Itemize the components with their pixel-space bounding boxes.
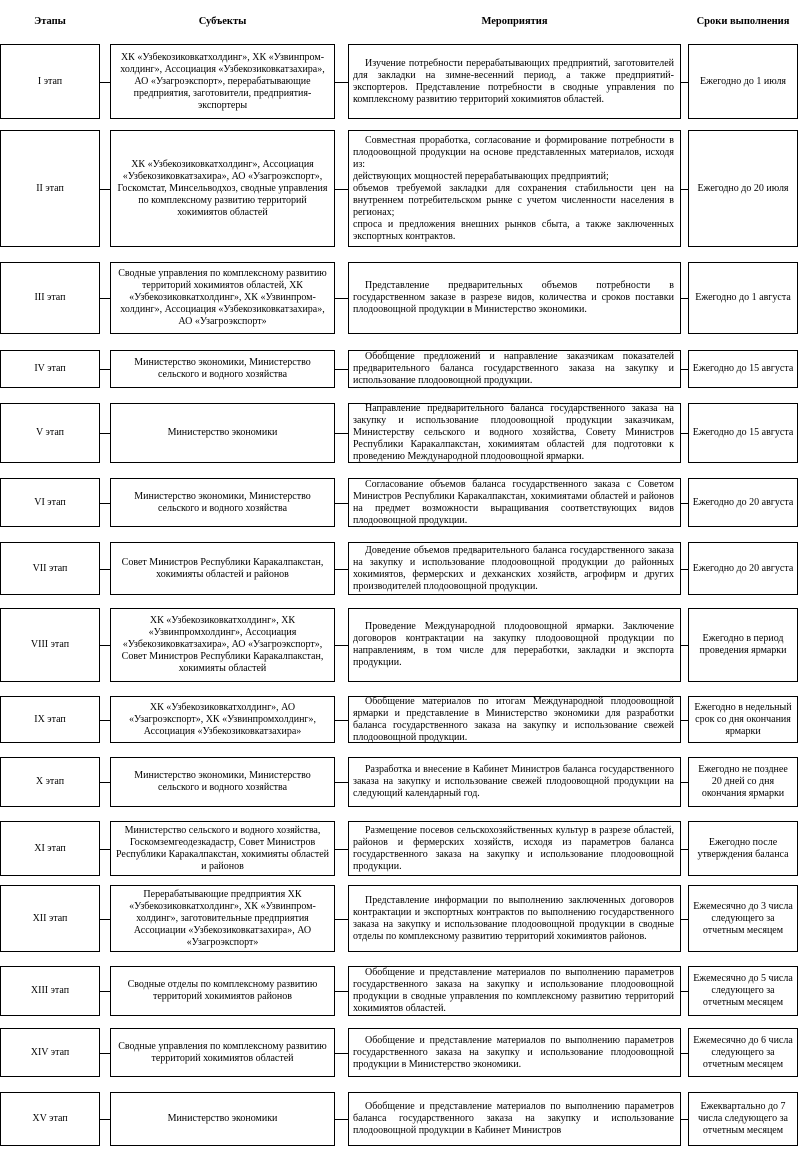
connector-line: [100, 1053, 110, 1054]
term-cell: [688, 44, 798, 119]
activity-cell-text: Разработка и внесение в Кабинет Министров баланса государственного заказа на закупку и использование свежей плодоовощной продукции на следующий календарный год.: [353, 764, 674, 799]
connector-line: [681, 503, 688, 504]
subjects-cell: [110, 966, 335, 1016]
activity-cell: [348, 130, 681, 247]
table-row: [0, 478, 802, 527]
table-row: [0, 608, 802, 682]
connector-line: [100, 919, 110, 920]
connector-line: [100, 569, 110, 570]
subjects-cell-text: ХК «Узбекозиковкатхолдинг», ХК «Узвинпромхолдинг», Ассоциация «Узбекозиковкатзахира», АО «Узагроэкспорт», Совет Министров Республики Каракалпакстан, хокимияты областей: [121, 615, 324, 674]
term-cell: [688, 696, 798, 743]
stage-cell: [0, 696, 100, 743]
subjects-cell: [110, 44, 335, 119]
stage-cell: [0, 821, 100, 876]
stage-cell: [0, 262, 100, 334]
connector-line: [681, 720, 688, 721]
connector-line: [681, 782, 688, 783]
stage-cell: [0, 608, 100, 682]
stage-cell-text: I этап: [37, 75, 63, 87]
table-row: [0, 262, 802, 334]
connector-line: [100, 503, 110, 504]
connector-line: [335, 569, 348, 570]
connector-line: [681, 991, 688, 992]
table-row: [0, 1028, 802, 1077]
subjects-cell: [110, 403, 335, 463]
table-row: [0, 542, 802, 595]
connector-line: [335, 645, 348, 646]
header-subjects: Субъекты: [198, 16, 247, 28]
subjects-cell: [110, 130, 335, 247]
connector-line: [100, 720, 110, 721]
stage-cell: [0, 1028, 100, 1077]
term-cell: [688, 403, 798, 463]
activity-cell: [348, 542, 681, 595]
term-cell-text: Ежегодно до 20 августа: [692, 496, 794, 508]
term-cell: [688, 757, 798, 807]
connector-line: [100, 1119, 110, 1120]
activity-cell-text: Направление предварительного баланса государственного заказа на закупку и использование плодоовощной продукции заказчикам, Министерству сельского и водного хозяйства, Совету Министров Республики Каракалпакстан, хокимиятам областей для подготовки к проведению Международной плодоовощной ярмарки.: [353, 403, 674, 462]
term-cell: [688, 350, 798, 388]
term-cell-text: Ежегодно в период проведения ярмарки: [699, 633, 787, 656]
term-cell: [688, 1092, 798, 1146]
activity-cell: [348, 262, 681, 334]
connector-line: [335, 298, 348, 299]
activity-cell-text: Представление информации по выполнению заключенных договоров контрактации и экспортных контрактов по выполнению государственного заказа на закупку и использование плодоовощной продукции в сводные отделы по комплексному развитию территорий хокимиятов районов.: [353, 894, 674, 942]
stage-cell: [0, 542, 100, 595]
connector-line: [100, 82, 110, 83]
stage-cell-text: III этап: [34, 292, 66, 303]
connector-line: [681, 82, 688, 83]
header-activities: Мероприятия: [481, 16, 548, 28]
table-row: [0, 885, 802, 952]
subjects-cell-text: Совет Министров Республики Каракалпакстан, хокимияты областей и районов: [121, 556, 324, 580]
subjects-cell-text: Министерство экономики, Министерство сельского и водного хозяйства: [134, 357, 311, 380]
subjects-cell-text: Министерство экономики, Министерство сельского и водного хозяйства: [134, 490, 311, 514]
term-cell: [688, 821, 798, 876]
activity-cell-text: Обобщение предложений и направление заказчикам показателей предварительного баланса государственного заказа на закупку и использование плодоовощной продукции.: [353, 351, 674, 386]
subjects-cell: [110, 821, 335, 876]
activity-cell-text: Размещение посевов сельскохозяйственных культур в разрезе областей, районов и фермерских хозяйств, исходя из параметров баланса государственного заказа на закупку и использование плодоовощной продукции.: [353, 824, 674, 872]
activity-cell-text: Обобщение материалов по итогам Международной плодоовощной ярмарки и представление в Министерство экономики для разработки баланса государственного заказа на закупку и использование свежей плодоовощной продукции.: [353, 695, 674, 743]
term-cell-text: Ежегодно до 20 августа: [692, 562, 794, 574]
activity-cell: [348, 403, 681, 463]
stage-cell-text: V этап: [36, 427, 64, 438]
connector-line: [681, 1053, 688, 1054]
connector-line: [335, 849, 348, 850]
subjects-cell-text: Сводные управления по комплексному развитию территорий хокимиятов областей, ХК «Узбекозиковкатхолдинг», ХК «Узвинпром-холдинг», Ассоциация «Узбекозиковкатзахира», АО «Узагроэкспорт»: [118, 268, 327, 327]
activity-cell-text: Совместная проработка, согласование и формирование потребности в плодоовощной продукции на основе представленных материалов, исходя из: действующих мощностей перерабатывающих предприятий; объемов требуемой закладки для сохранения стабильности цен на внутреннем потребительском рынке с учетом численности населения в регионах; спроса и предложения внешних рынков сбыта, а также заключенных экспортных контрактов.: [353, 134, 674, 242]
stage-cell: [0, 478, 100, 527]
activity-cell: [348, 1028, 681, 1077]
header-terms: Сроки выполнения: [696, 16, 790, 28]
activity-cell: [348, 696, 681, 743]
connector-line: [335, 82, 348, 83]
table-row: [0, 350, 802, 388]
term-cell: [688, 885, 798, 952]
subjects-cell: [110, 1028, 335, 1077]
connector-line: [335, 720, 348, 721]
subjects-cell-text: Министерство экономики: [167, 1113, 278, 1124]
activity-cell: [348, 478, 681, 527]
activity-cell: [348, 821, 681, 876]
stage-cell-text: VII этап: [32, 562, 68, 574]
connector-line: [100, 189, 110, 190]
activity-cell-text: Обобщение и представление материалов по выполнению параметров государственного заказа на закупку и использование плодоовощной продукции в Министерство экономики.: [353, 1034, 674, 1070]
term-cell-text: Ежегодно до 15 августа: [692, 427, 794, 438]
table-row: [0, 821, 802, 876]
table-row: [0, 403, 802, 463]
activity-cell-text: Изучение потребности перерабатывающих предприятий, заготовителей для закладки на зимне-весенний период, а также предприятий-экспортеров. Представление потребности в сводные управления по комплексному развитию территорий хокимиятов областей.: [353, 57, 674, 105]
stage-cell-text: XIII этап: [30, 985, 70, 996]
activity-cell: [348, 1092, 681, 1146]
stage-cell-text: XII этап: [32, 912, 68, 924]
connector-line: [100, 298, 110, 299]
connector-line: [335, 919, 348, 920]
stage-cell: [0, 403, 100, 463]
term-cell-text: Ежемесячно до 5 числа следующего за отчетным месяцем: [693, 973, 793, 1008]
subjects-cell-text: Перерабатывающие предприятия ХК «Узбекозиковкатхолдинг», ХК «Узвинпром-холдинг», заготовительные предприятия Ассоциации «Узбекозиковкатзахира», АО «Узагроэкспорт»: [129, 888, 316, 948]
subjects-cell-text: Министерство экономики, Министерство сельского и водного хозяйства: [134, 770, 311, 793]
subjects-cell: [110, 1092, 335, 1146]
activity-cell-text: Обобщение и представление материалов по выполнению параметров баланса государственного заказа на закупку и использование плодоовощной продукции в Кабинет Министров: [353, 1101, 674, 1136]
connector-line: [335, 369, 348, 370]
connector-line: [681, 1119, 688, 1120]
connector-line: [100, 849, 110, 850]
term-cell-text: Ежегодно до 20 июля: [697, 182, 789, 194]
activity-cell: [348, 44, 681, 119]
term-cell: [688, 966, 798, 1016]
connector-line: [681, 189, 688, 190]
activity-cell: [348, 966, 681, 1016]
connector-line: [681, 569, 688, 570]
table-row: [0, 1092, 802, 1146]
stage-cell-text: X этап: [35, 776, 65, 787]
term-cell: [688, 478, 798, 527]
connector-line: [335, 782, 348, 783]
connector-line: [335, 433, 348, 434]
subjects-cell-text: ХК «Узбекозиковкатхолдинг», АО «Узагроэкспорт», ХК «Узвинпромхолдинг», Ассоциация «Узбекозиковкатзахира»: [128, 701, 317, 737]
stage-cell-text: VIII этап: [30, 639, 70, 650]
subjects-cell: [110, 696, 335, 743]
stage-cell: [0, 885, 100, 952]
term-cell: [688, 608, 798, 682]
term-cell-text: Ежегодно до 1 августа: [695, 292, 791, 303]
table-row: [0, 966, 802, 1016]
stage-cell: [0, 130, 100, 247]
connector-line: [681, 849, 688, 850]
term-cell: [688, 262, 798, 334]
connector-line: [100, 782, 110, 783]
stage-cell: [0, 350, 100, 388]
activity-cell: [348, 350, 681, 388]
table-row: [0, 757, 802, 807]
connector-line: [335, 189, 348, 190]
subjects-cell-text: ХК «Узбекозиковкатхолдинг», ХК «Узвинпром-холдинг», Ассоциация «Узбекозиковкатзахира», АО «Узагроэкспорт», перерабатывающие предприятия, заготовители, предприятия-экспортеры: [120, 51, 325, 111]
connector-line: [681, 433, 688, 434]
subjects-cell: [110, 608, 335, 682]
term-cell: [688, 1028, 798, 1077]
connector-line: [335, 1053, 348, 1054]
term-cell-text: Ежегодно не позднее 20 дней со дня окончания ярмарки: [698, 764, 788, 799]
term-cell-text: Ежегодно после утверждения баланса: [697, 836, 789, 860]
activity-cell-text: Проведение Международной плодоовощной ярмарки. Заключение договоров контрактации на закупку плодоовощной продукции по направлениям, в том числе для переработки, закладки и экспорта продукции.: [353, 621, 674, 668]
table-row: [0, 44, 802, 119]
activity-cell: [348, 757, 681, 807]
connector-line: [681, 645, 688, 646]
subjects-cell-text: Министерство сельского и водного хозяйства, Госкомземгеодезкадастр, Совет Министров Республики Каракалпакстан, хокимияты областей и районов: [116, 824, 329, 872]
connector-line: [335, 991, 348, 992]
connector-line: [681, 369, 688, 370]
connector-line: [335, 1119, 348, 1120]
connector-line: [100, 645, 110, 646]
stage-cell-text: XIV этап: [30, 1046, 70, 1058]
table-row: [0, 696, 802, 743]
stage-cell-text: IV этап: [34, 363, 66, 374]
activity-cell: [348, 608, 681, 682]
term-cell-text: Ежегодно в недельный срок со дня окончания ярмарки: [694, 701, 792, 737]
connector-line: [681, 298, 688, 299]
stage-cell: [0, 1092, 100, 1146]
term-cell: [688, 542, 798, 595]
term-cell: [688, 130, 798, 247]
stage-cell-text: VI этап: [34, 496, 66, 508]
subjects-cell-text: Сводные управления по комплексному развитию территорий хокимиятов областей: [118, 1040, 327, 1064]
subjects-cell: [110, 757, 335, 807]
table-row: [0, 130, 802, 247]
stage-cell: [0, 44, 100, 119]
stage-cell-text: XI этап: [34, 842, 66, 854]
activity-cell-text: Согласование объемов баланса государственного заказа с Советом Министров Республики Каракалпакстан, хокимиятами областей и районов на предмет возможности выращивания соответствующих видов плодоовощной продукции.: [353, 478, 674, 526]
subjects-cell-text: ХК «Узбекозиковкатхолдинг», Ассоциация «Узбекозиковкатзахира», АО «Узагроэкспорт», Госкомстат, Минсельводхоз, сводные управления по комплексному развитию территорий хокимиятов областей: [117, 158, 328, 218]
connector-line: [335, 503, 348, 504]
stage-cell: [0, 966, 100, 1016]
header-stages: Этапы: [34, 16, 66, 28]
activity-cell-text: Обобщение и представление материалов по выполнению параметров государственного заказа на закупку и использование плодоовощной продукции в сводные управления по комплексному развитию территорий хокимиятов областей.: [353, 967, 674, 1014]
subjects-cell: [110, 542, 335, 595]
term-cell-text: Ежеквартально до 7 числа следующего за отчетным месяцем: [698, 1101, 788, 1136]
stage-cell: [0, 757, 100, 807]
connector-line: [100, 369, 110, 370]
connector-line: [100, 991, 110, 992]
subjects-cell-text: Сводные отделы по комплексному развитию территорий хокимиятов районов: [127, 979, 318, 1002]
stage-cell-text: II этап: [36, 182, 64, 194]
subjects-cell: [110, 350, 335, 388]
subjects-cell: [110, 885, 335, 952]
term-cell-text: Ежегодно до 1 июля: [699, 75, 787, 87]
subjects-cell: [110, 262, 335, 334]
activity-cell-text: Доведение объемов предварительного баланса государственного заказа на закупку и использование плодоовощной продукции до районных хокимиятов, фермерских и дехканских хозяйств, агрофирм и других производителей плодоовощной продукции.: [353, 544, 674, 592]
subjects-cell: [110, 478, 335, 527]
term-cell-text: Ежемесячно до 3 числа следующего за отчетным месяцем: [693, 900, 793, 936]
activity-cell-text: Представление предварительных объемов потребности в государственном заказе в разрезе видов, количества и сроков поставки плодоовощной продукции в Министерство экономики.: [353, 280, 674, 315]
stage-cell-text: XV этап: [32, 1113, 68, 1124]
term-cell-text: Ежемесячно до 6 числа следующего за отчетным месяцем: [693, 1034, 793, 1070]
subjects-cell-text: Министерство экономики: [167, 427, 278, 438]
stage-cell-text: IX этап: [34, 713, 66, 725]
connector-line: [681, 919, 688, 920]
term-cell-text: Ежегодно до 15 августа: [692, 363, 794, 374]
connector-line: [100, 433, 110, 434]
activity-cell: [348, 885, 681, 952]
